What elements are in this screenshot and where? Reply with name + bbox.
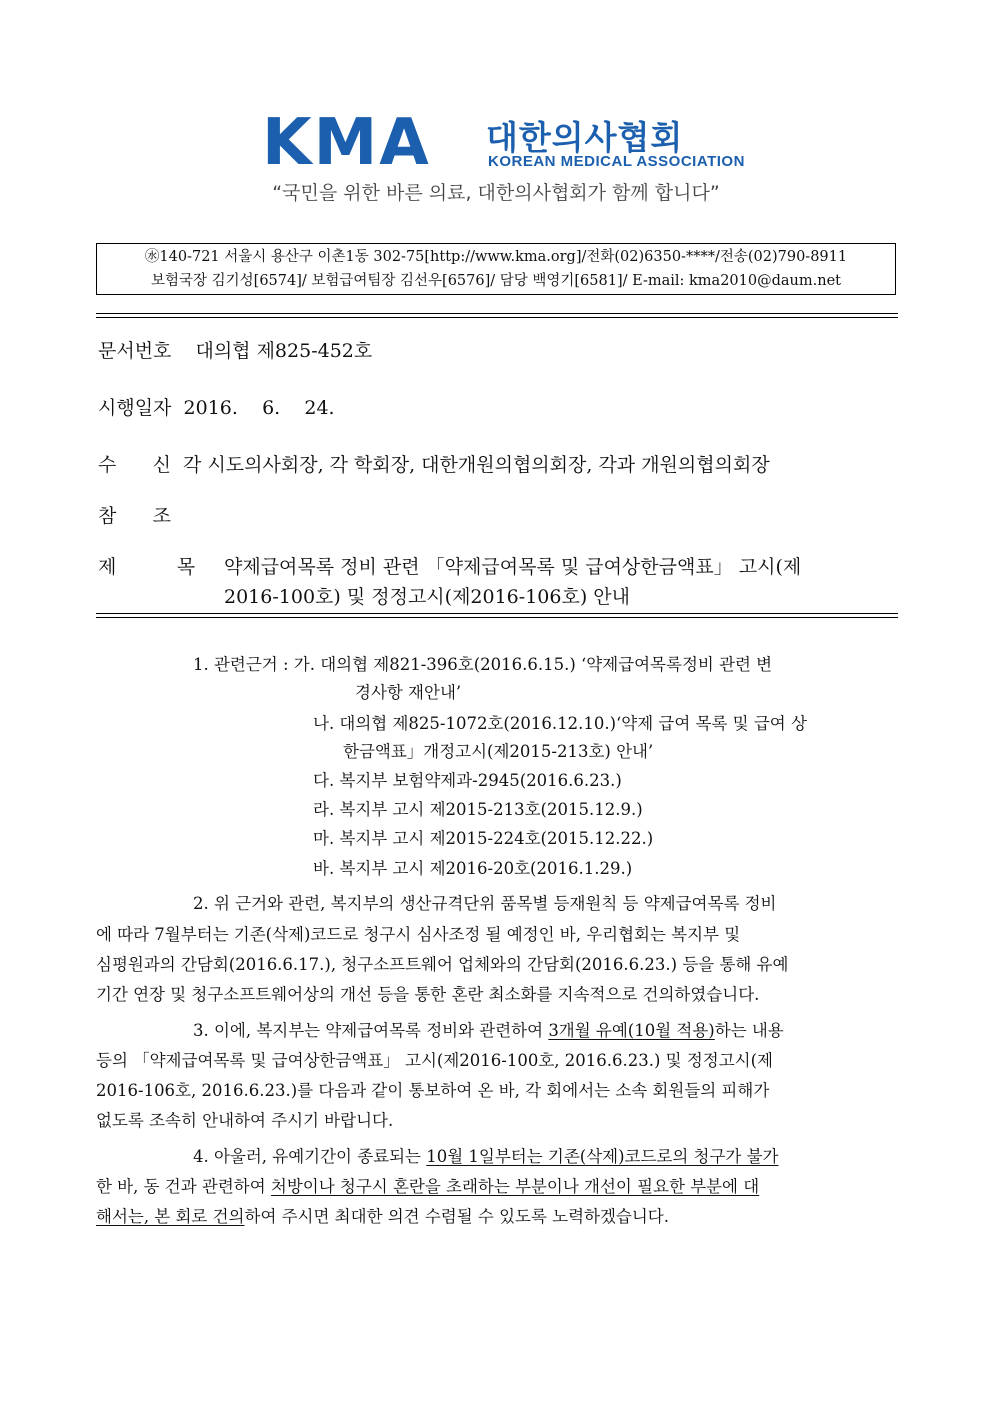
para4-text: 한 바, 동 건과 관련하여: [96, 1177, 271, 1196]
para4-text: 4. 아울러, 유예기간이 종료되는: [193, 1147, 427, 1166]
doc-number: 대의협 제825-452호: [195, 340, 373, 362]
para4-text: 하여 주시면 최대한 의견 수렴될 수 있도록 노력하겠습니다.: [244, 1207, 669, 1226]
effective-date: 2016. 6. 24.: [183, 397, 335, 419]
ref-line-da: 다. 복지부 보험약제과-2945(2016.6.23.): [313, 771, 622, 790]
para3-text: 하는 내용: [714, 1021, 784, 1040]
date-row: [98, 393, 335, 420]
ref-line-na-cont: 한금액표」개정고시(제2015-213호) 안내’: [343, 742, 654, 761]
recipient-row: [98, 450, 770, 477]
para4-line-2: [96, 1173, 759, 1197]
doc-number-row: [98, 336, 372, 363]
para2-line-3: 심평원과의 간담회(2016.6.17.), 청구소프트웨어 업체와의 간담회(2016.6.23.) 등을 통해 유예: [96, 955, 789, 974]
para3-line-4: 없도록 조속히 안내하여 주시기 바랍니다.: [96, 1111, 394, 1130]
ref-line-na: 나. 대의협 제825-1072호(2016.12.10.)‘약제 급여 목록 및 급여 상: [313, 714, 807, 733]
contact-line: 보험국장 김기성[6574]/ 보험급여팀장 김선우[6576]/ 담당 백영기[6581]/ E-mail: kma2010@daum.net: [151, 273, 841, 289]
para2-line-2: 에 따라 7월부터는 기존(삭제)코드로 청구시 심사조정 될 예정인 바, 우리협회는 복지부 및: [96, 925, 741, 944]
contact-box: [96, 243, 896, 295]
ref-line-ga-cont: 경사항 재안내’: [355, 683, 462, 702]
ref-line-ba: 바. 복지부 고시 제2016-20호(2016.1.29.): [313, 859, 633, 878]
para3-line-2: 등의 「약제급여목록 및 급여상한금액표」 고시(제2016-100호, 2016.6.23.) 및 정정고시(제: [96, 1051, 773, 1070]
kma-logo-mark: KMA: [262, 106, 431, 180]
recipient: 각 시도의사회장, 각 학회장, 대한개원의협의회장, 각과 개원의협의회장: [183, 454, 770, 476]
para4-line-1: [193, 1143, 779, 1167]
header-divider: [96, 313, 898, 318]
request-underline-cont: 해서는, 본 회로 건의: [96, 1207, 245, 1226]
para4-line-3: [96, 1203, 669, 1227]
para3-line-3: 2016-106호, 2016.6.23.)를 다음과 같이 통보하여 온 바, 각 회에서는 소속 회원들의 피해가: [96, 1081, 770, 1100]
ref-line-ma: 마. 복지부 고시 제2015-224호(2015.12.22.): [313, 829, 654, 848]
recipient-label: 수 신: [98, 454, 171, 476]
ref-line-ga: 1. 관련근거 : 가. 대의협 제821-396호(2016.6.15.) ‘약제급여목록정비 관련 변: [193, 655, 773, 674]
ref-line-ra: 라. 복지부 고시 제2015-213호(2015.12.9.): [313, 800, 643, 819]
reference-label: 참 조: [98, 505, 171, 527]
date-label: 시행일자: [98, 397, 172, 419]
slogan: “국민을 위한 바른 의료, 대한의사협회가 함께 합니다”: [272, 182, 720, 204]
address-line: ㊌140-721 서울시 용산구 이촌1동 302-75[http://www.kma.org]/전화(02)6350-****/전송(02)790-8911: [144, 249, 848, 265]
subject-line-2: 2016-100호) 및 정정고시(제2016-106호) 안내: [224, 586, 630, 608]
org-name-english: KOREAN MEDICAL ASSOCIATION: [488, 153, 745, 170]
request-underline: 처방이나 청구시 혼란을 초래하는 부분이나 개선이 필요한 부분에 대: [270, 1177, 760, 1196]
subject-label: 제 목: [98, 556, 196, 578]
doc-number-label: 문서번호: [98, 340, 172, 362]
para2-line-1: 2. 위 근거와 관련, 복지부의 생산규격단위 품목별 등재원칙 등 약제급여목록 정비: [193, 894, 777, 913]
para3-text: 3. 이에, 복지부는 약제급여목록 정비와 관련하여: [193, 1021, 549, 1040]
subject-line-1: 약제급여목록 정비 관련 「약제급여목록 및 급여상한금액표」 고시(제: [224, 556, 802, 578]
grace-period-underline: 3개월 유예(10월 적용): [548, 1021, 715, 1040]
subject-divider: [96, 613, 898, 618]
reference-row: [98, 501, 171, 528]
org-name-korean: 대한의사협회: [486, 118, 684, 157]
para3-line-1: [193, 1017, 784, 1041]
deadline-underline: 10월 1일부터는 기존(삭제)코드로의 청구가 불가: [426, 1147, 779, 1166]
para2-line-4: 기간 연장 및 청구소프트웨어상의 개선 등을 통한 혼란 최소화를 지속적으로 건의하였습니다.: [96, 985, 760, 1004]
